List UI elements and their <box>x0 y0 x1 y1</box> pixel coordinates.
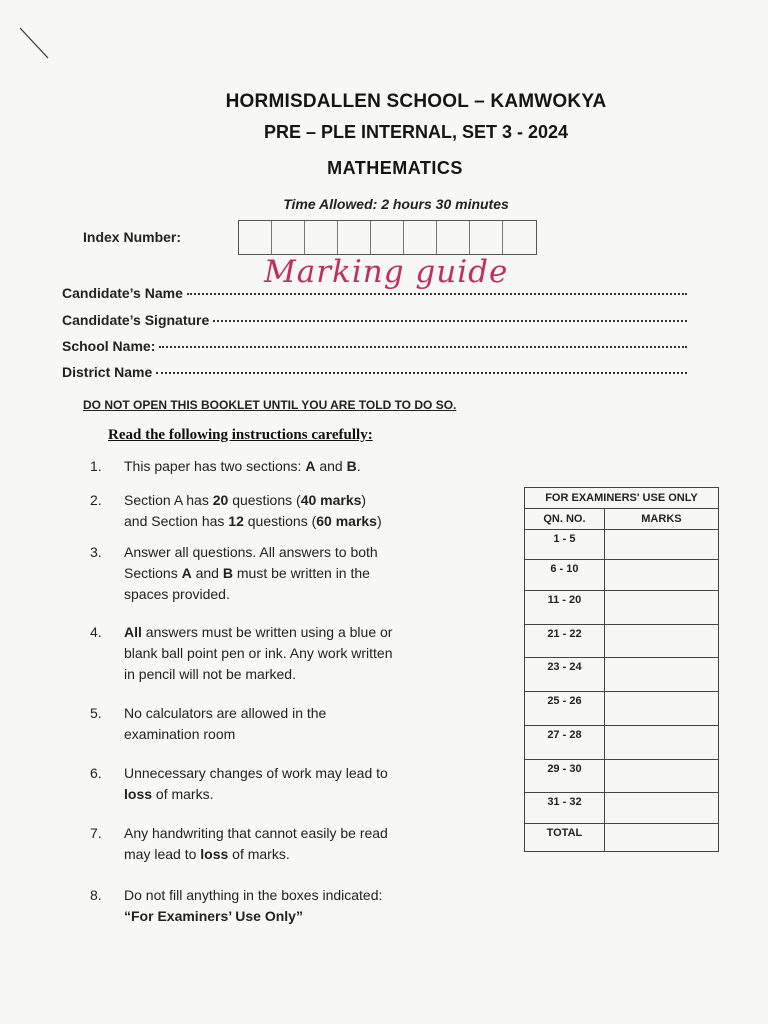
index-digit-box[interactable] <box>239 221 272 254</box>
dotted-line <box>213 320 687 322</box>
examiners-table-row <box>525 726 719 760</box>
exam-title: PRE – PLE INTERNAL, SET 3 - 2024 <box>263 122 569 142</box>
school-name-heading: HORMISDALLEN SCHOOL – KAMWOKYA <box>225 91 607 112</box>
instruction-text: Section A has 20 questions (40 marks) and Section has 12 questions (60 marks) <box>124 492 382 529</box>
question-range-cell: TOTAL <box>525 824 605 852</box>
marks-cell[interactable] <box>604 726 718 760</box>
question-range-cell: 27 - 28 <box>525 726 605 760</box>
question-range-cell: 25 - 26 <box>525 692 605 726</box>
candidate-signature-label: Candidate’s Signature <box>62 312 210 328</box>
instruction-number: 2. <box>90 492 102 508</box>
index-digit-box[interactable] <box>371 221 404 254</box>
instruction-text: Unnecessary changes of work may lead to loss of marks. <box>124 765 388 802</box>
question-range-cell: 6 - 10 <box>525 560 605 591</box>
examiners-table-caption: FOR EXAMINERS' USE ONLY <box>525 488 719 509</box>
index-number-boxes[interactable] <box>238 220 537 255</box>
marks-header: MARKS <box>604 509 718 530</box>
instruction-number: 7. <box>90 825 102 841</box>
marks-cell[interactable] <box>604 591 718 625</box>
examiners-table-row <box>525 824 719 852</box>
examiners-use-table <box>524 487 719 852</box>
instruction-text: Answer all questions. All answers to both Sections A and B must be written in the spaces provided. <box>124 544 378 602</box>
marks-cell[interactable] <box>604 560 718 591</box>
instruction-item <box>90 542 460 605</box>
instruction-number: 3. <box>90 544 102 560</box>
instruction-number: 4. <box>90 624 102 640</box>
marks-cell[interactable] <box>604 824 718 852</box>
question-range-cell: 21 - 22 <box>525 625 605 658</box>
examiners-table-row <box>525 625 719 658</box>
dotted-line <box>156 372 687 374</box>
instruction-item <box>90 823 460 865</box>
marks-cell[interactable] <box>604 793 718 824</box>
marks-cell[interactable] <box>604 530 718 560</box>
examiners-table-row <box>525 530 719 560</box>
pen-stroke-mark <box>18 24 58 64</box>
dotted-line <box>187 293 687 295</box>
instruction-number: 6. <box>90 765 102 781</box>
index-digit-box[interactable] <box>272 221 305 254</box>
subject-title: MATHEMATICS <box>327 158 463 178</box>
instruction-text: No calculators are allowed in the examination room <box>124 705 327 742</box>
candidate-name-handwriting: Marking guide <box>264 254 509 290</box>
instructions-heading: Read the following instructions carefully: <box>108 427 373 443</box>
candidate-signature-field[interactable] <box>62 312 687 328</box>
question-range-cell: 23 - 24 <box>525 658 605 692</box>
instruction-number: 8. <box>90 887 102 903</box>
examiners-table-row <box>525 692 719 726</box>
time-allowed: Time Allowed: 2 hours 30 minutes <box>283 196 509 212</box>
candidate-name-label: Candidate’s Name <box>62 285 183 301</box>
dotted-line <box>159 346 687 348</box>
school-name-label: School Name: <box>62 338 156 354</box>
district-name-label: District Name <box>62 364 153 380</box>
instruction-item <box>90 885 460 927</box>
instruction-item <box>90 490 460 532</box>
instruction-text: Do not fill anything in the boxes indicated: “For Examiners’ Use Only” <box>124 887 383 924</box>
examiners-table-row <box>525 658 719 692</box>
marks-cell[interactable] <box>604 625 718 658</box>
do-not-open-warning: DO NOT OPEN THIS BOOKLET UNTIL YOU ARE TOLD TO DO SO. <box>83 398 457 412</box>
qn-no-header: QN. NO. <box>525 509 605 530</box>
marks-cell[interactable] <box>604 658 718 692</box>
marks-cell[interactable] <box>604 692 718 726</box>
instruction-number: 1. <box>90 458 102 474</box>
examiners-table-row <box>525 793 719 824</box>
instruction-number: 5. <box>90 705 102 721</box>
index-number-label: Index Number: <box>83 229 182 245</box>
index-digit-box[interactable] <box>503 221 536 254</box>
index-digit-box[interactable] <box>305 221 338 254</box>
marks-cell[interactable] <box>604 760 718 793</box>
instruction-text: All answers must be written using a blue or blank ball point pen or ink. Any work written in pencil will not be marked. <box>124 624 393 682</box>
instruction-text: Any handwriting that cannot easily be read may lead to loss of marks. <box>124 825 388 862</box>
instruction-item <box>90 703 460 745</box>
index-digit-box[interactable] <box>338 221 371 254</box>
index-digit-box[interactable] <box>404 221 437 254</box>
instruction-item <box>90 763 460 805</box>
question-range-cell: 29 - 30 <box>525 760 605 793</box>
question-range-cell: 11 - 20 <box>525 591 605 625</box>
examiners-table-row <box>525 591 719 625</box>
examiners-table-row <box>525 760 719 793</box>
question-range-cell: 1 - 5 <box>525 530 605 560</box>
examiners-table-row <box>525 560 719 591</box>
district-name-field[interactable] <box>62 364 687 380</box>
index-digit-box[interactable] <box>470 221 503 254</box>
index-digit-box[interactable] <box>437 221 470 254</box>
instruction-item <box>90 622 460 685</box>
question-range-cell: 31 - 32 <box>525 793 605 824</box>
school-name-field[interactable] <box>62 338 687 354</box>
instruction-text: This paper has two sections: A and B. <box>124 458 361 474</box>
instruction-item <box>90 456 460 477</box>
